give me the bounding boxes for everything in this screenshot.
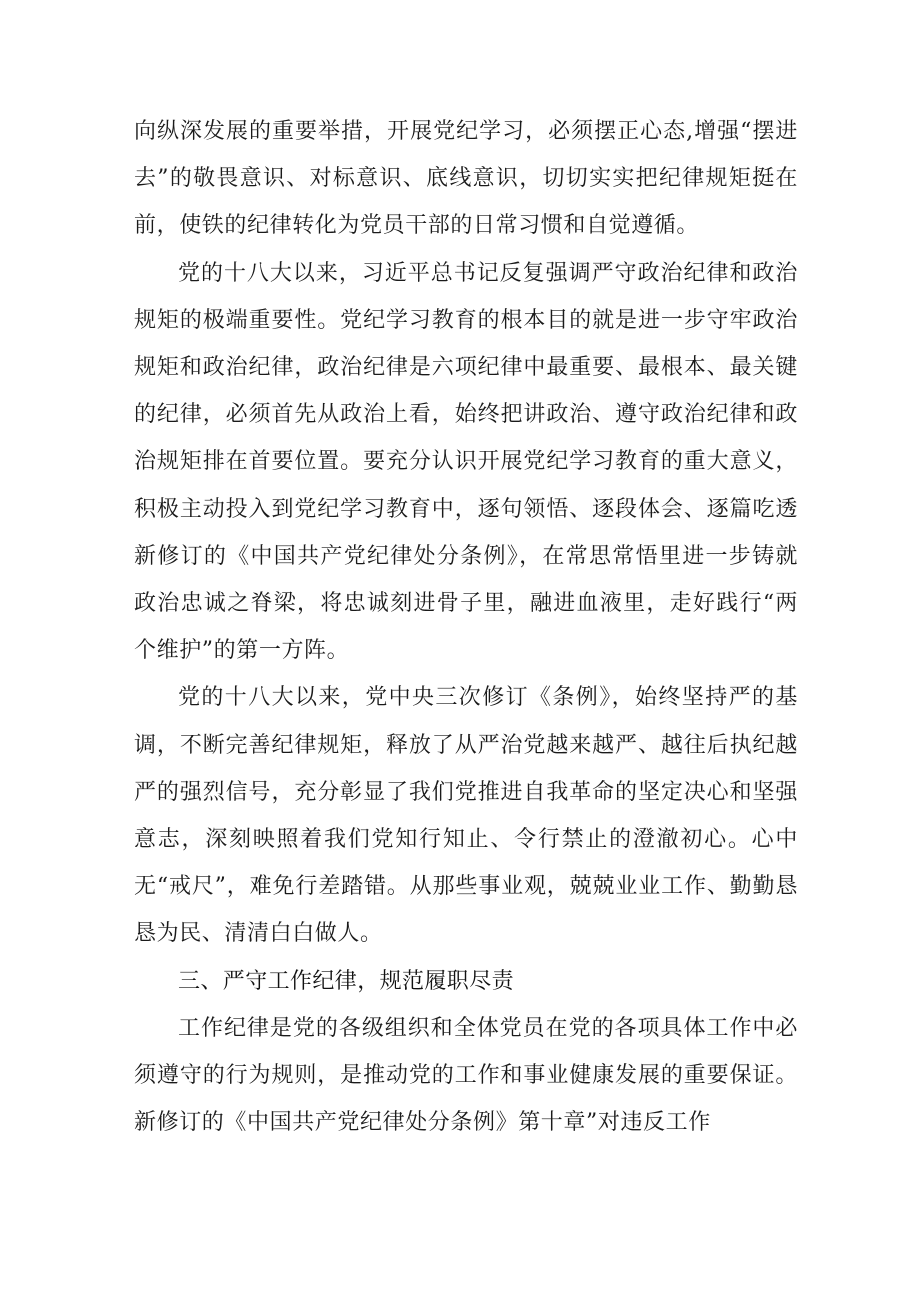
section-heading: 三、严守工作纪律，规范履职尽责 xyxy=(178,968,515,994)
paragraph-work-discipline: 工作纪律是党的各级组织和全体党员在党的各项具体工作中必须遵守的行为规则，是推动党的工作和事业健康发展的重要保证。新修订的《中国共产党纪律处分条例》第十章”对违反工作 xyxy=(134,1015,798,1136)
paragraph-continuation: 向纵深发展的重要举措，开展党纪学习，必须摆正心态,增强“摆进去”的敬畏意识、对标意识、底线意识，切切实实把纪律规矩挺在前，使铁的纪律转化为党员干部的日常习惯和自觉遵循。 xyxy=(134,119,798,239)
document-body xyxy=(134,108,798,1146)
paragraph-regulation-revisions: 党的十八大以来，党中央三次修订《条例》，始终坚持严的基调，不断完善纪律规矩，释放了从严治党越来越严、越往后执纪越严的强烈信号，充分彰显了我们党推进自我革命的坚定决心和坚强意志，深刻映照着我们党知行知止、令行禁止的澄澈初心。心中无“戒尺”，难免行差踏错。从那些事业观，兢兢业业工作、勤勤恳恳为民、清清白白做人。 xyxy=(134,685,798,947)
paragraph-political-discipline: 党的十八大以来，习近平总书记反复强调严守政治纪律和政治规矩的极端重要性。党纪学习教育的根本目的就是进一步守牢政治规矩和政治纪律，政治纪律是六项纪律中最重要、最根本、最关键的纪律，必须首先从政治上看，始终把讲政治、遵守政治纪律和政治规矩排在首要位置。要充分认识开展党纪学习教育的重大意义，积极主动投入到党纪学习教育中，逐句领悟、逐段体会、逐篇吃透新修订的《中国共产党纪律处分条例》，在常思常悟里进一步铸就政治忠诚之脊梁，将忠诚刻进骨子里，融进血液里，走好践行“两个维护”的第一方阵。 xyxy=(134,260,798,664)
